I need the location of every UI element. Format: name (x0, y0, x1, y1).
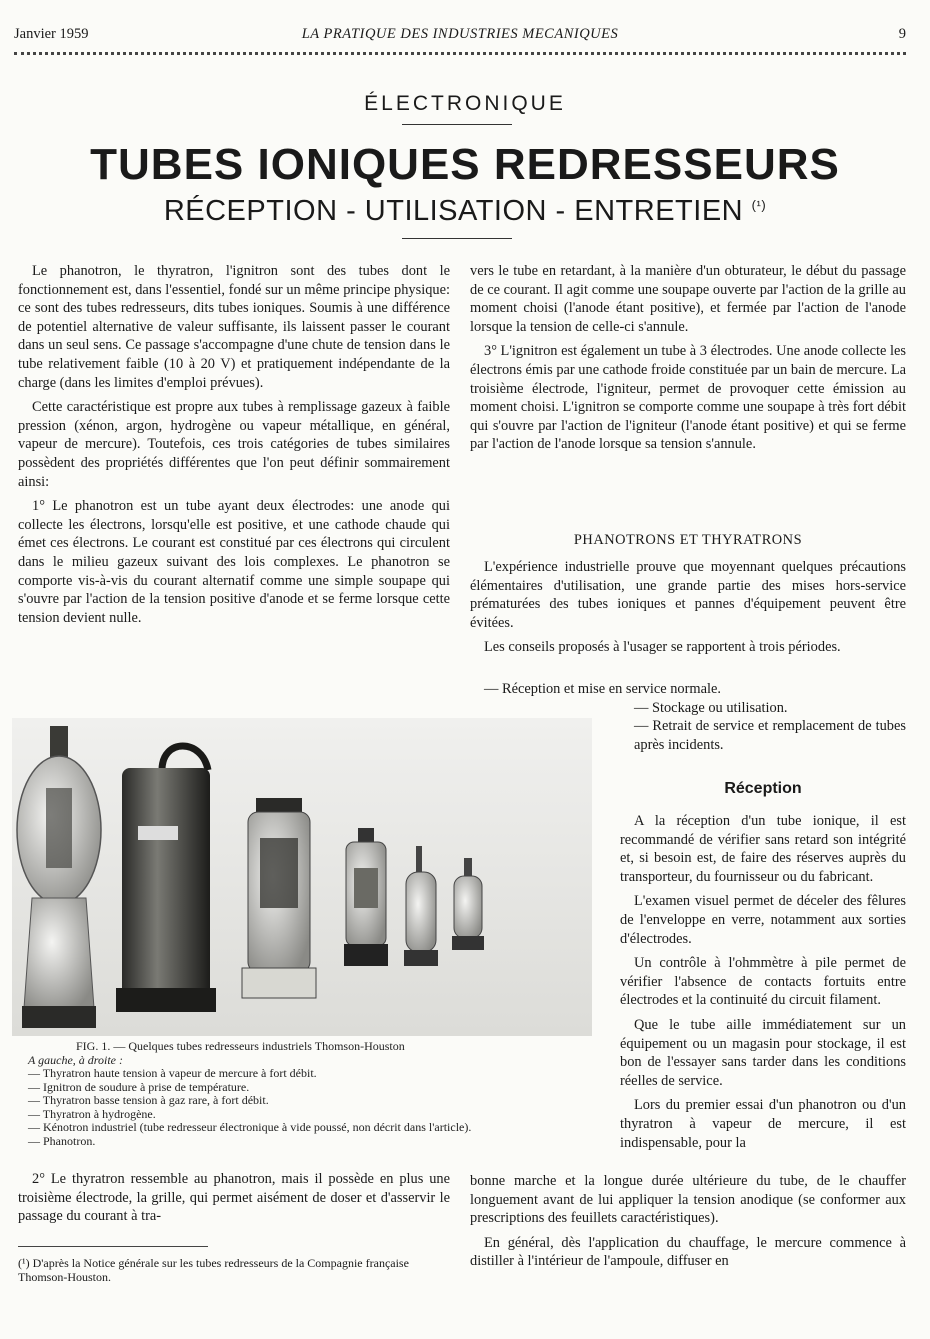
tubes-illustration (12, 718, 592, 1036)
running-head (14, 26, 906, 48)
page-number: 9 (898, 26, 906, 42)
paragraph: Les conseils proposés à l'usager se rapportent à trois périodes. (484, 639, 841, 656)
list-item: — Retrait de service et remplacement de tubes après incidents. (634, 718, 906, 753)
subheading: PHANOTRONS ET THYRATRONS (573, 532, 803, 548)
caption-item: — Kénotron industriel (tube redresseur électronique à vide poussé, non décrit dans l'article). (28, 1120, 472, 1134)
subtitle-note: (¹) (751, 197, 767, 213)
right-column-middle (470, 558, 906, 663)
left-column-lower (18, 1170, 450, 1232)
footnote: (¹) D'après la Notice générale sur les tubes redresseurs de la Compagnie française Thomson-Houston. (18, 1256, 409, 1284)
caption-subtitle: A gauche, à droite : (28, 1052, 123, 1067)
paragraph: Que le tube aille immédiatement sur un équipement ou un magasin pour stockage, il est bon de l'essayer sans tarder dans les conditions réelles de service. (620, 1016, 906, 1089)
paragraph: A la réception d'un tube ionique, il est recommandé de vérifier sans retard son intégrité et, si besoin est, de faire des réserves auprès du transporteur, du fournisseur ou du fabricant. (620, 813, 906, 885)
caption-item: — Thyratron haute tension à vapeur de mercure à fort débit. (28, 1066, 317, 1080)
paragraph: 3° L'ignitron est également un tube à 3 électrodes. Une anode collecte les électrons émis par une cathode froide constituée par un bain de mercure. La troisième électrode, l'igniteur, permet de provoquer cette émission au moment choisi. L'ignitron se comporte comme une soupape à très fort débit qui s'ouvre par l'action de l'igniteur (l'anode étant positive) et qui se ferme par l'action de l'anode lorsque sa tension s'annule. (470, 343, 906, 453)
period-list (470, 680, 906, 754)
paragraph: Lors du premier essai d'un phanotron ou d'un thyratron à vapeur de mercure, il est indispensable, pour la (620, 1097, 906, 1151)
caption-item: — Thyratron basse tension à gaz rare, à fort débit. (28, 1093, 269, 1107)
right-column-lower (470, 1172, 906, 1277)
paragraph: Cette caractéristique est propre aux tubes à remplissage gazeux à faible pression (xénon, argon, hydrogène ou vapeur métallique, en général, vapeur de mercure). Toutefois, ces trois catégories de tubes similaires possèdent des propriétés différentes que l'on peut définir sommairement ainsi: (18, 399, 450, 490)
footnote-rule (18, 1246, 208, 1247)
subtitle-text: RÉCEPTION - UTILISATION - ENTRETIEN (163, 195, 744, 227)
caption-item: — Thyratron à hydrogène. (28, 1106, 156, 1121)
divider (402, 124, 512, 125)
paragraph: En général, dès l'application du chauffage, le mercure commence à distiller à l'intérieur de l'ampoule, diffuser en (470, 1234, 906, 1270)
right-column (470, 262, 906, 460)
issue-date: Janvier 1959 (14, 26, 89, 42)
list-item: — Réception et mise en service normale. (484, 681, 721, 697)
paragraph: 1° Le phanotron est un tube ayant deux électrodes: une anode qui collecte les électrons, lorsqu'elle est positive, et une cathode chaude qui émet ces électrons. Le courant est constitué par ces électrons qui circulent dans le milieu gazeux suivant des lois complexes. Le phanotron se comporte vis-à-vis du courant alternatif comme une simple soupape qui s'ouvre par l'action de la tension positive d'anode et se ferme lorsque cette tension devient nulle. (18, 498, 450, 626)
article-subtitle (0, 195, 930, 228)
paragraph: L'expérience industrielle prouve que moyennant quelques précautions élémentaires d'utilisation, une grande partie des mises hors-service prématurées des tubes ioniques et pannes d'équipement peuvent être évitées. (470, 559, 906, 631)
divider (402, 238, 512, 239)
caption-item: — Ignitron de soudure à prise de température. (28, 1079, 250, 1094)
caption-title: FIG. 1. — Quelques tubes redresseurs industriels Thomson-Houston (76, 1039, 405, 1053)
paragraph: bonne marche et la longue durée ultérieure du tube, de le chauffer longuement avant de lui appliquer la tension anodique (se conformer aux prescriptions des feuillets caractéristiques). (470, 1173, 906, 1227)
reception-column (620, 812, 906, 1158)
paragraph: 2° Le thyratron ressemble au phanotron, mais il possède en plus une troisième électrode, la grille, qui permet aisément de doser et d'asservir le passage du courant à tra- (18, 1171, 450, 1225)
paragraph: Le phanotron, le thyratron, l'ignitron sont des tubes dont le fonctionnement est, dans l'essentiel, fondé sur un même principe physique: ce sont des tubes redresseurs, dits tubes ioniques. Soumis à une différence de potentiel alternative de valeur suffisante, ils laissent passer le courant dans un seul sens. Ce passage s'accompagne d'une chute de tension dans le tube relativement faible (10 à 20 V) et pratiquement indépendante de la charge (dans les limites d'emploi prévues). (18, 263, 450, 391)
paragraph: Un contrôle à l'ohmmètre à pile permet de vérifier l'absence de contacts fortuits entre électrodes et la continuité du circuit filament. (620, 955, 906, 1009)
article-title: TUBES IONIQUES REDRESSEURS (90, 140, 840, 189)
paragraph: L'examen visuel permet de déceler des fêlures de l'enveloppe en verre, notamment aux sorties d'électrodes. (620, 893, 906, 947)
paragraph: vers le tube en retardant, à la manière d'un obturateur, le début du passage de ce courant. Il agit comme une soupape ouverte par l'action de la grille au moment choisi (l'anode étant positive), et fermée par l'action de l'anode lorsque la tension de celle-ci s'annule. (470, 263, 906, 335)
dotted-rule (14, 52, 906, 55)
list-item: — Stockage ou utilisation. (634, 699, 788, 716)
figure-caption (28, 1040, 592, 1148)
journal-title: LA PRATIQUE DES INDUSTRIES MECANIQUES (301, 26, 619, 42)
section-heading: ÉLECTRONIQUE (364, 92, 566, 115)
left-column (18, 262, 450, 633)
reception-heading: Réception (724, 780, 802, 797)
caption-item: — Phanotron. (28, 1133, 96, 1148)
tubes-photo (12, 718, 592, 1036)
